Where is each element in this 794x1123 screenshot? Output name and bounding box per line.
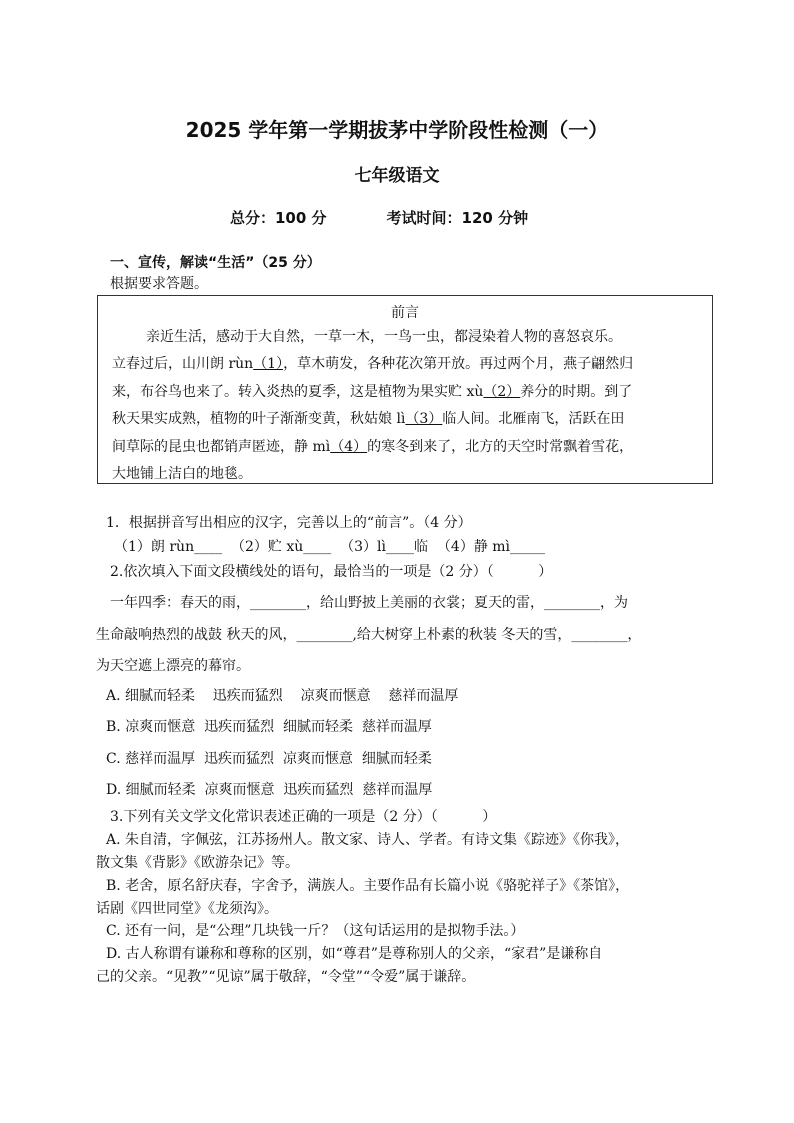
preface-title: 前言 bbox=[391, 305, 419, 321]
preface-line: 大地铺上洁白的地毯。 bbox=[112, 466, 252, 482]
question-2-option: D. 细腻而轻柔 凉爽而惬意 迅疾而猛烈 慈祥而温厚 bbox=[106, 782, 433, 798]
question-2-option: A. 细腻而轻柔 迅疾而猛烈 凉爽而惬意 慈祥而温厚 bbox=[106, 688, 459, 704]
question-2-passage: 为天空遮上漂亮的幕帘。 bbox=[96, 658, 250, 674]
preface-blank: （4） bbox=[330, 439, 368, 455]
score-time-line bbox=[230, 207, 528, 228]
preface-text: 的寒冬到来了，北方的天空时常飘着雪花， bbox=[367, 439, 634, 455]
section-heading: 一、宣传，解读“生活”（25 分） bbox=[110, 255, 321, 271]
question-2-passage: 一年四季：春天的雨，________，给山野披上美丽的衣裳；夏天的雷，________，为 bbox=[110, 595, 628, 611]
exam-title: 2025 学年第一学期拔茅中学阶段性检测（一） bbox=[185, 118, 609, 142]
preface-line bbox=[112, 436, 633, 456]
preface-text: 间草际的昆虫也都销声匿迹，静 mì bbox=[112, 439, 331, 455]
question-3-option-b: B. 老舍，原名舒庆春，字舍予，满族人。主要作品有长篇小说《骆驼祥子》《茶馆》， bbox=[106, 878, 630, 894]
question-2-stem: 2.依次填入下面文段横线处的语句，最恰当的一项是（2 分）（ ） bbox=[110, 564, 553, 580]
total-score: 总分：100 分 bbox=[230, 209, 327, 227]
preface-blank: （1） bbox=[253, 356, 284, 372]
question-2-passage: 生命敲响热烈的战鼓 秋天的风，________,给大树穿上朴素的秋装 冬天的雪，________， bbox=[96, 627, 642, 643]
question-1-answers: （1）朗 rùn____ （2）贮 xù____ （3）lì____临 （4）静 mì_____ bbox=[114, 539, 546, 555]
question-3-option-c: C. 还有一问，是“公理”几块钱一斤？（这句话运用的是拟物手法。） bbox=[106, 923, 525, 939]
question-3-option-b-cont: 话剧《四世同堂》《龙须沟》。 bbox=[96, 901, 278, 917]
question-2-option: C. 慈祥而温厚 迅疾而猛烈 凉爽而惬意 细腻而轻柔 bbox=[106, 751, 432, 767]
question-2-option: B. 凉爽而惬意 迅疾而猛烈 细腻而轻柔 慈祥而温厚 bbox=[106, 719, 432, 735]
preface-text: ，草木萌发，各种花次第开放。再过两个月，燕子翩然归 bbox=[283, 356, 634, 372]
preface-line bbox=[112, 408, 624, 428]
question-3-option-d-cont: 己的父亲。“见教”“见谅”属于敬辞，“令堂”“令爱”属于谦辞。 bbox=[96, 969, 476, 985]
preface-blank: （3） bbox=[405, 411, 443, 427]
preface-text: 来，布谷鸟也来了。转入炎热的夏季，这是植物为果实贮 xù bbox=[112, 384, 484, 400]
preface-text: 秋天果实成熟，植物的叶子渐渐变黄，秋姑娘 lì bbox=[112, 411, 406, 427]
preface-text: 养分的时期。到了 bbox=[520, 384, 633, 400]
preface-text: 立春过后，山川朗 rùn bbox=[112, 356, 254, 372]
preface-line: 亲近生活，感动于大自然，一草一木，一鸟一虫，都浸染着人物的喜怒哀乐。 bbox=[146, 329, 622, 345]
preface-line bbox=[112, 381, 632, 401]
exam-subject: 七年级语文 bbox=[354, 166, 440, 186]
question-3-option-d: D. 古人称谓有谦称和尊称的区别，如“尊君”是尊称别人的父亲，“家君”是谦称自 bbox=[106, 946, 603, 962]
preface-line bbox=[112, 353, 633, 373]
question-3-option-a: A. 朱自清，字佩弦，江苏扬州人。散文家、诗人、学者。有诗文集《踪迹》《你我》， bbox=[106, 832, 630, 848]
preface-blank: （2） bbox=[483, 384, 521, 400]
preface-text: 临人间。北雁南飞，活跃在田 bbox=[442, 411, 625, 427]
exam-time: 考试时间：120 分钟 bbox=[386, 209, 529, 227]
question-3-stem: 3.下列有关文学文化常识表述正确的一项是（2 分）（ ） bbox=[110, 809, 497, 825]
question-1-stem: 1．根据拼音写出相应的汉字，完善以上的“前言”。（4 分） bbox=[106, 515, 472, 531]
section-instruction: 根据要求答题。 bbox=[110, 276, 208, 292]
question-3-option-a-cont: 散文集《背影》《欧游杂记》等。 bbox=[96, 855, 299, 871]
